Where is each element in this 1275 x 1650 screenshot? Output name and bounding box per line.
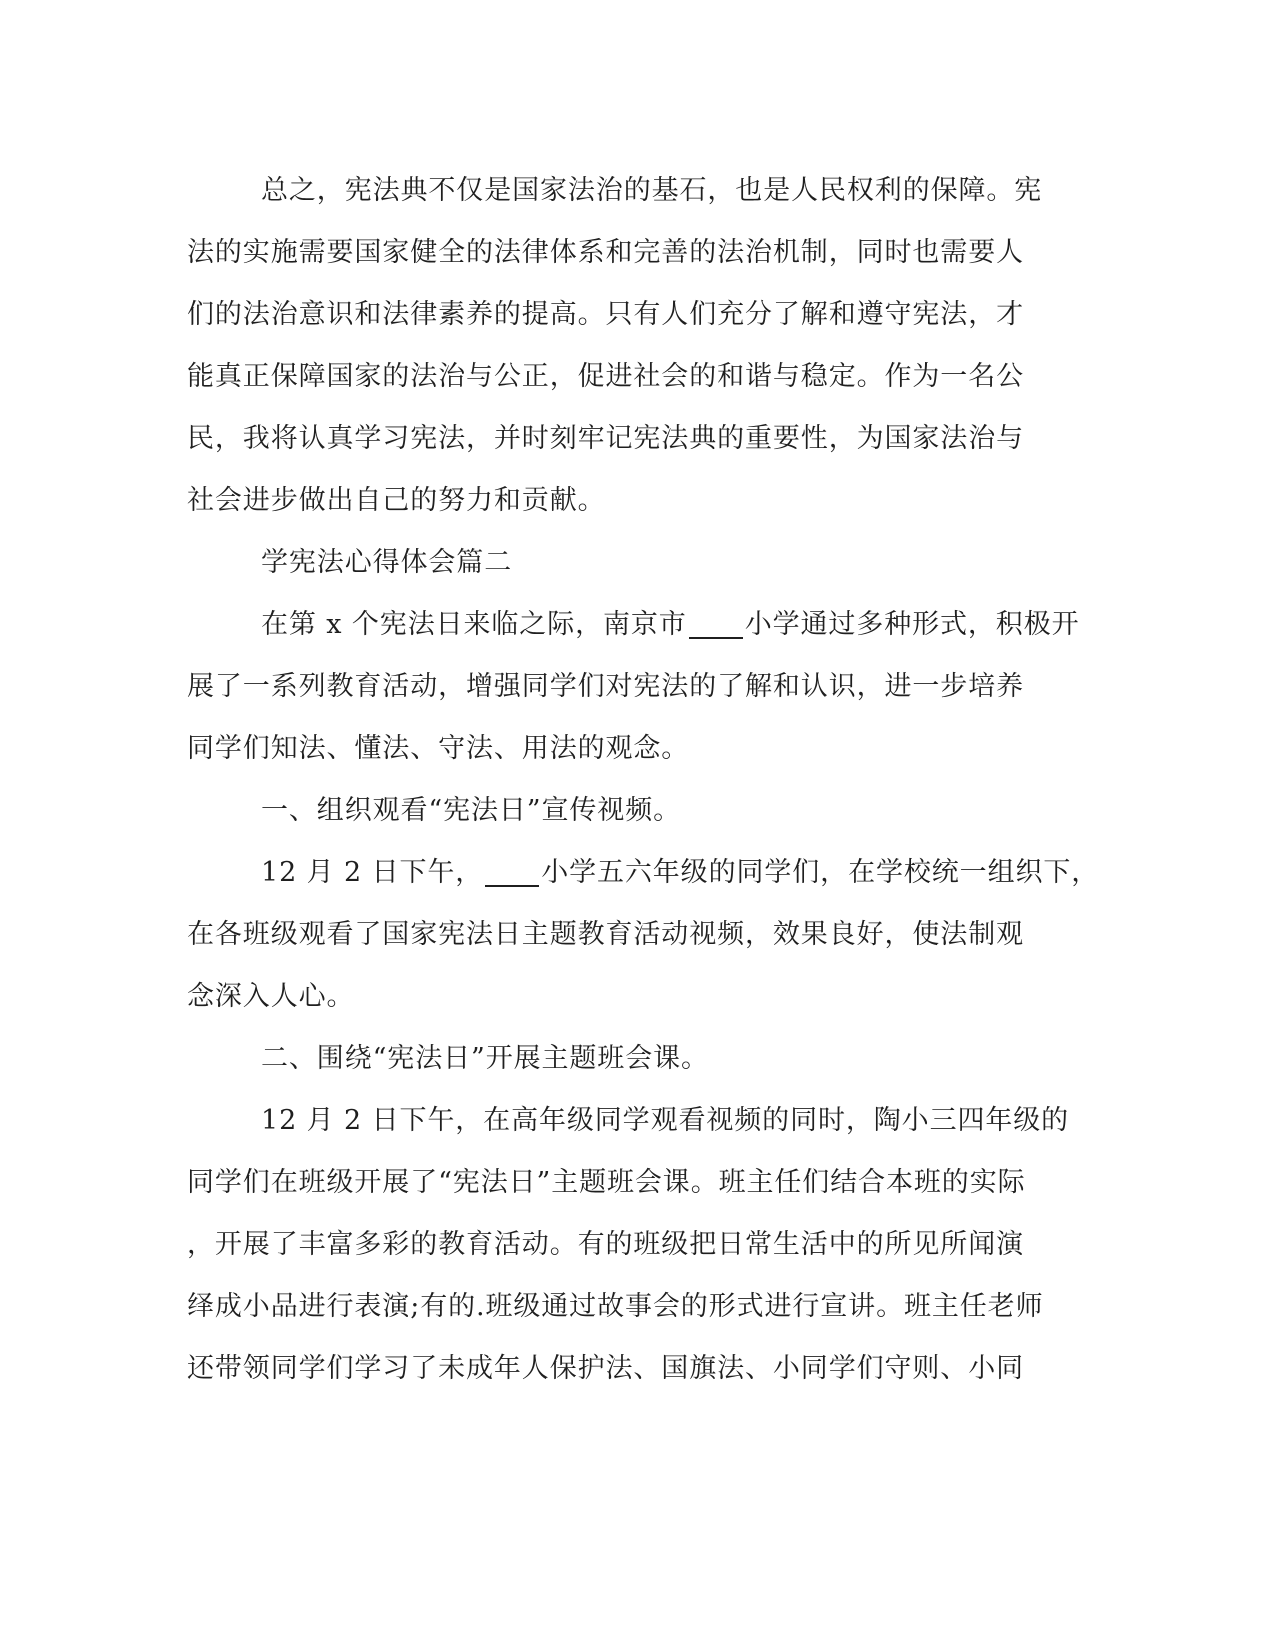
paragraph-class-meeting bbox=[187, 1090, 1070, 1400]
text-line: 还带领同学们学习了未成年人保护法、国旗法、小同学们守则、小同 bbox=[187, 1353, 1024, 1384]
text-line: 在各班级观看了国家宪法日主题教育活动视频，效果良好，使法制观 bbox=[187, 919, 1024, 950]
text-line: 社会进步做出自己的努力和贡献。 bbox=[187, 485, 606, 516]
document-body bbox=[187, 160, 1100, 1400]
text-line: 同学们在班级开展了“宪法日”主题班会课。班主任们结合本班的实际 bbox=[187, 1167, 1026, 1198]
subsection-title-2: 二、围绕“宪法日”开展主题班会课。 bbox=[261, 1043, 709, 1074]
paragraph-intro bbox=[187, 594, 1080, 780]
text-line: 绎成小品进行表演;有的.班级通过故事会的形式进行宣讲。班主任老师 bbox=[187, 1291, 1044, 1322]
text-line bbox=[187, 594, 1080, 656]
text-line bbox=[187, 842, 1100, 904]
text-line: 们的法治意识和法律素养的提高。只有人们充分了解和遵守宪法，才 bbox=[187, 299, 1024, 330]
text-segment: 小学五六年级的同学们，在学校统一组织下， bbox=[541, 857, 1100, 888]
blank-underline bbox=[485, 855, 539, 887]
text-line: 同学们知法、懂法、守法、用法的观念。 bbox=[187, 733, 690, 764]
text-line: ，开展了丰富多彩的教育活动。有的班级把日常生活中的所见所闻演 bbox=[187, 1229, 1024, 1260]
blank-underline bbox=[689, 607, 743, 639]
text-line: 能真正保障国家的法治与公正，促进社会的和谐与稳定。作为一名公 bbox=[187, 361, 1024, 392]
subsection-title-1: 一、组织观看“宪法日”宣传视频。 bbox=[261, 795, 682, 826]
text-segment: 在第 x 个宪法日来临之际，南京市 bbox=[261, 609, 687, 640]
text-line: 念深入人心。 bbox=[187, 981, 355, 1012]
text-line: 展了一系列教育活动，增强同学们对宪法的了解和认识，进一步培养 bbox=[187, 671, 1024, 702]
text-line: 总之，宪法典不仅是国家法治的基石，也是人民权利的保障。宪 bbox=[261, 175, 1043, 206]
text-line: 民，我将认真学习宪法，并时刻牢记宪法典的重要性，为国家法治与 bbox=[187, 423, 1024, 454]
text-line: 法的实施需要国家健全的法律体系和完善的法治机制，同时也需要人 bbox=[187, 237, 1024, 268]
paragraph-conclusion bbox=[187, 160, 1067, 532]
text-segment: 12 月 2 日下午， bbox=[261, 857, 484, 888]
section-heading: 学宪法心得体会篇二 bbox=[261, 547, 513, 578]
text-line: 12 月 2 日下午，在高年级同学观看视频的同时，陶小三四年级的 bbox=[261, 1105, 1070, 1136]
paragraph-video bbox=[187, 842, 1100, 1028]
text-segment: 小学通过多种形式，积极开 bbox=[744, 609, 1080, 640]
